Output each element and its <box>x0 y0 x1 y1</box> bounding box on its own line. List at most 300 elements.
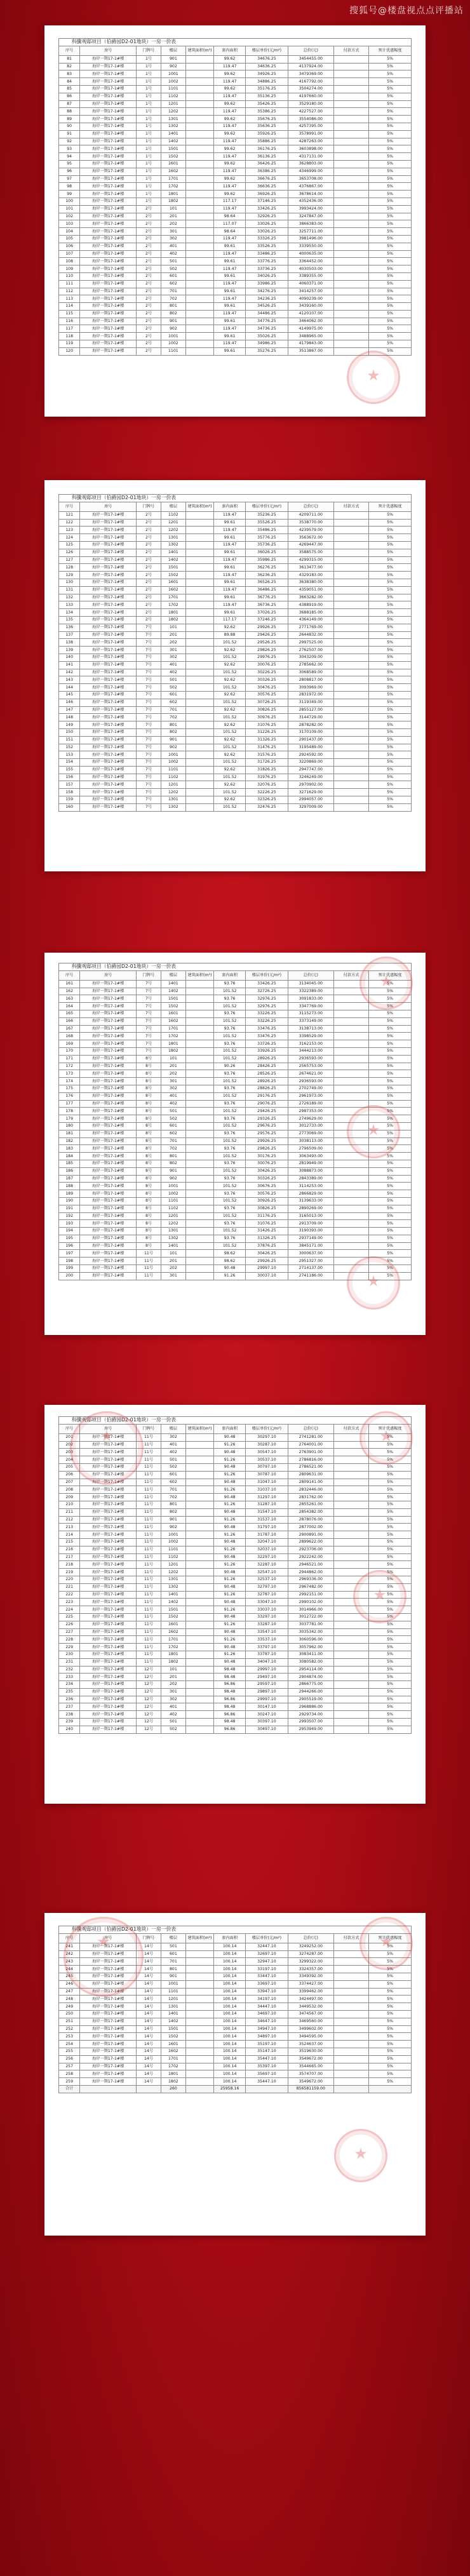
table-cell: 90.48 <box>214 1524 246 1531</box>
table-cell <box>333 1463 369 1471</box>
table-cell: 3195489.00 <box>288 744 333 751</box>
table-cell: 4359051.00 <box>288 586 333 594</box>
table-cell: 144 <box>59 684 80 692</box>
table-cell: 7号 <box>137 803 161 811</box>
table-cell: 100.14 <box>214 2003 246 2011</box>
table-cell: 3165013.00 <box>288 1212 333 1220</box>
table-cell: 海岸一期17-1#楼 <box>80 647 137 654</box>
table-cell: 249 <box>59 2003 80 2011</box>
table-cell: 3115273.00 <box>288 1010 333 1017</box>
table-cell: 14号 <box>137 1950 161 1958</box>
table-cell: 海岸一期17-1#楼 <box>80 564 137 572</box>
table-cell: 502 <box>161 684 185 692</box>
table-cell: 1401 <box>161 980 185 988</box>
table-cell: 119.47 <box>214 586 246 594</box>
table-cell <box>185 1205 213 1212</box>
table-cell: 2771769.00 <box>288 624 333 631</box>
table-cell: 226 <box>59 1621 80 1628</box>
table-row <box>59 1471 412 1479</box>
table-cell: 29526.25 <box>246 639 288 647</box>
table-cell: 101.52 <box>214 1197 246 1205</box>
table-cell: 502 <box>161 1463 185 1471</box>
table-cell: 1001 <box>161 1980 185 1988</box>
table-cell: 202 <box>59 1441 80 1449</box>
table-cell <box>185 1190 213 1198</box>
table-cell <box>333 1538 369 1546</box>
table-cell: 1号 <box>137 130 161 138</box>
table-cell: 12号 <box>137 1696 161 1703</box>
table-cell: 海岸一期17-1#楼 <box>80 1501 137 1508</box>
table-cell <box>185 616 213 624</box>
table-cell: 29997.10 <box>246 1666 288 1674</box>
table-cell: 239 <box>59 1719 80 1726</box>
table-title-row <box>59 1926 412 1934</box>
table-cell <box>185 1711 213 1719</box>
table-cell: 119.47 <box>214 527 246 534</box>
table-row <box>59 1599 412 1606</box>
table-cell: 1001 <box>161 333 185 340</box>
table-cell: 1002 <box>161 1190 185 1198</box>
table-cell <box>185 624 213 631</box>
table-cell: 1801 <box>161 609 185 617</box>
table-cell: 801 <box>161 1153 185 1160</box>
table-cell: 海岸一期17-1#楼 <box>80 1726 137 1733</box>
table-cell: 3000637.00 <box>288 1250 333 1258</box>
table-cell: 1301 <box>161 1228 185 1235</box>
table-cell: 201 <box>161 213 185 220</box>
table-cell: 203 <box>59 1449 80 1456</box>
column-header: 总价(元) <box>288 1933 333 1943</box>
table-row <box>59 1070 412 1078</box>
table-cell: 110 <box>59 272 80 280</box>
table-cell: 5% <box>369 108 412 116</box>
table-cell: 31176.25 <box>246 1212 288 1220</box>
table-cell: 2961973.00 <box>288 1092 333 1100</box>
table-cell: 5% <box>369 1130 412 1137</box>
table-row <box>59 1190 412 1198</box>
table-cell: 11号 <box>137 1258 161 1265</box>
table-row <box>59 803 412 811</box>
table-cell <box>185 541 213 549</box>
table-cell: 11号 <box>137 1628 161 1636</box>
table-cell: 5% <box>369 2025 412 2033</box>
table-cell: 30787.10 <box>246 1471 288 1479</box>
table-cell <box>333 138 369 145</box>
table-cell: 101.52 <box>214 1212 246 1220</box>
table-cell: 海岸一期17-1#楼 <box>80 2010 137 2018</box>
table-cell: 29976.25 <box>246 654 288 661</box>
table-cell: 33226.25 <box>246 1017 288 1025</box>
table-cell: 119.47 <box>214 108 246 116</box>
table-cell: 海岸一期17-1#楼 <box>80 1479 137 1486</box>
table-cell: 167 <box>59 1025 80 1033</box>
table-cell <box>333 2063 369 2070</box>
table-cell: 153 <box>59 751 80 759</box>
column-header: 付款方式 <box>333 502 369 511</box>
table-cell: 2878076.00 <box>288 1516 333 1524</box>
table-cell: 125 <box>59 541 80 549</box>
column-header: 房号 <box>80 502 137 511</box>
table-cell <box>185 796 213 804</box>
table-cell: 11号 <box>137 1583 161 1591</box>
table-cell: 海岸一期17-1#楼 <box>80 123 137 130</box>
table-cell: 5% <box>369 93 412 100</box>
table-title-row <box>59 495 412 502</box>
table-cell: 5% <box>369 549 412 556</box>
table-cell: 5% <box>369 2048 412 2055</box>
column-header: 建筑面积(m²) <box>185 502 213 511</box>
table-cell: 1101 <box>161 766 185 774</box>
table-cell <box>333 228 369 236</box>
table-row <box>59 759 412 767</box>
table-cell <box>333 1250 369 1258</box>
column-header: 预计优惠幅度 <box>369 1933 412 1943</box>
table-cell: 102 <box>59 213 80 220</box>
table-cell: 3474567.00 <box>288 2010 333 2018</box>
table-row <box>59 527 412 534</box>
table-cell <box>185 1703 213 1711</box>
table-cell <box>185 586 213 594</box>
table-cell: 3249252.00 <box>288 1943 333 1950</box>
table-cell: 401 <box>161 1441 185 1449</box>
table-cell <box>185 1538 213 1546</box>
table-cell <box>185 751 213 759</box>
table-cell: 5% <box>369 1197 412 1205</box>
table-cell: 2号 <box>137 258 161 265</box>
table-row <box>59 1122 412 1130</box>
column-header: 楼层 <box>161 502 185 511</box>
table-row <box>59 594 412 601</box>
table-cell: 5% <box>369 1449 412 1456</box>
table-cell: 213 <box>59 1524 80 1531</box>
table-cell: 7号 <box>137 1033 161 1040</box>
table-cell: 93.76 <box>214 1205 246 1212</box>
table-row <box>59 1980 412 1988</box>
table-cell: 35426.25 <box>246 100 288 108</box>
table-row <box>59 265 412 273</box>
table-cell: 91.26 <box>214 1546 246 1553</box>
table-cell: 100.14 <box>214 1988 246 1996</box>
table-cell: 188 <box>59 1183 80 1190</box>
table-cell: 33226.25 <box>246 1010 288 1017</box>
table-cell: 海岸一期17-1#楼 <box>80 1546 137 1553</box>
table-cell: 海岸一期17-1#楼 <box>80 1242 137 1250</box>
table-cell <box>333 661 369 669</box>
table-cell: 8号 <box>137 1242 161 1250</box>
table-cell <box>333 1479 369 1486</box>
table-cell: 海岸一期17-1#楼 <box>80 796 137 804</box>
table-cell: 2855127.00 <box>288 706 333 714</box>
table-cell: 34447.10 <box>246 2003 288 2011</box>
table-cell: 7号 <box>137 699 161 706</box>
table-cell: 5% <box>369 1085 412 1092</box>
table-cell: 902 <box>161 1524 185 1531</box>
table-cell: 海岸一期17-1#楼 <box>80 1115 137 1123</box>
table-cell: 201 <box>161 1063 185 1070</box>
table-cell: 5% <box>369 1220 412 1228</box>
table-row <box>59 2003 412 2011</box>
table-cell: 14号 <box>137 1996 161 2003</box>
table-cell: 7号 <box>137 639 161 647</box>
table-cell: 3083411.00 <box>288 1651 333 1658</box>
table-cell: 31287.10 <box>246 1501 288 1508</box>
table-row <box>59 1115 412 1123</box>
table-cell: 5% <box>369 1242 412 1250</box>
table-cell: 34636.25 <box>246 63 288 70</box>
table-cell: 3653708.00 <box>288 175 333 183</box>
table-cell: 5% <box>369 609 412 617</box>
table-cell <box>333 258 369 265</box>
table-cell: 1801 <box>161 1040 185 1048</box>
table-cell: 海岸一期17-1#楼 <box>80 1621 137 1628</box>
column-header: 门牌号 <box>137 1933 161 1943</box>
table-cell: 93.76 <box>214 995 246 1003</box>
table-cell <box>333 1591 369 1599</box>
table-cell: 7号 <box>137 1047 161 1055</box>
table-cell: 3162153.00 <box>288 1040 333 1048</box>
table-cell: 33947.10 <box>246 1988 288 1996</box>
table-cell: 119.47 <box>214 541 246 549</box>
table-cell: 5% <box>369 796 412 804</box>
table-cell <box>333 609 369 617</box>
table-cell: 2702749.00 <box>288 1085 333 1092</box>
table-cell: 5% <box>369 160 412 168</box>
table-cell: 29326.25 <box>246 1115 288 1123</box>
table-cell <box>333 1010 369 1017</box>
table-cell: 5% <box>369 1055 412 1063</box>
table-row <box>59 1553 412 1561</box>
table-cell: 1号 <box>137 198 161 205</box>
table-cell: 海岸一期17-1#楼 <box>80 1063 137 1070</box>
table-cell: 1501 <box>161 995 185 1003</box>
table-cell: 1301 <box>161 1576 185 1583</box>
table-cell <box>333 1063 369 1070</box>
table-cell: 海岸一期17-1#楼 <box>80 1719 137 1726</box>
table-cell: 5% <box>369 333 412 340</box>
table-cell: 5% <box>369 198 412 205</box>
table-cell <box>333 1508 369 1516</box>
table-cell: 12号 <box>137 1719 161 1726</box>
column-header: 付款方式 <box>333 970 369 980</box>
table-cell: 3091833.00 <box>288 995 333 1003</box>
table-cell: 151 <box>59 736 80 744</box>
table-cell: 海岸一期17-1#楼 <box>80 100 137 108</box>
table-cell: 14号 <box>137 2055 161 2063</box>
table-cell: 100.14 <box>214 2070 246 2078</box>
table-cell: 81 <box>59 55 80 63</box>
table-cell: 1202 <box>161 1220 185 1228</box>
table-cell: 164 <box>59 1003 80 1010</box>
table-cell: 4209711.00 <box>288 511 333 519</box>
table-cell: 5% <box>369 1943 412 1950</box>
table-cell: 34697.10 <box>246 2010 288 2018</box>
table-cell <box>333 1719 369 1726</box>
table-cell: 5% <box>369 534 412 542</box>
table-cell <box>185 564 213 572</box>
table-cell: 5% <box>369 1100 412 1108</box>
table-cell: 2号 <box>137 564 161 572</box>
table-row <box>59 1100 412 1108</box>
table-cell: 201 <box>161 1258 185 1265</box>
table-cell: 133 <box>59 601 80 609</box>
table-cell: 4137924.00 <box>288 63 333 70</box>
table-row <box>59 2063 412 2070</box>
column-header: 总价(元) <box>288 502 333 511</box>
table-cell: 海岸一期17-1#楼 <box>80 145 137 153</box>
table-cell: 5% <box>369 205 412 213</box>
table-cell <box>333 564 369 572</box>
table-cell: 1201 <box>161 781 185 789</box>
table-cell: 11号 <box>137 1576 161 1583</box>
table-cell: 601 <box>161 272 185 280</box>
table-cell: 179 <box>59 1115 80 1123</box>
table-cell: 96.86 <box>214 1696 246 1703</box>
table-cell <box>333 1242 369 1250</box>
table-cell: 148 <box>59 714 80 721</box>
table-cell: 海岸一期17-1#楼 <box>80 205 137 213</box>
table-cell: 2808817.00 <box>288 676 333 684</box>
table-cell: 5% <box>369 243 412 250</box>
table-cell: 32226.25 <box>246 789 288 796</box>
table-cell: 5% <box>369 100 412 108</box>
table-cell: 119.47 <box>214 295 246 303</box>
table-cell <box>185 1950 213 1958</box>
table-cell: 2922242.00 <box>288 1553 333 1561</box>
table-cell: 海岸一期17-1#楼 <box>80 699 137 706</box>
table-cell: 33537.10 <box>246 1636 288 1644</box>
table-cell: 1号 <box>137 63 161 70</box>
table-cell: 32926.25 <box>246 213 288 220</box>
table-cell: 海岸一期17-1#楼 <box>80 1160 137 1167</box>
column-header: 序号 <box>59 1424 80 1433</box>
table-cell: 132 <box>59 594 80 601</box>
table-cell: 7号 <box>137 736 161 744</box>
table-cell: 100.14 <box>214 1950 246 1958</box>
table-cell: 1号 <box>137 100 161 108</box>
table-cell: 2954114.00 <box>288 1666 333 1674</box>
table-cell: 35776.25 <box>246 534 288 542</box>
table-cell: 120 <box>59 347 80 355</box>
column-header: 序号 <box>59 502 80 511</box>
table-cell <box>333 1688 369 1696</box>
table-cell: 107 <box>59 250 80 258</box>
table-cell: 29926.25 <box>246 1137 288 1145</box>
table-cell: 海岸一期17-1#楼 <box>80 1576 137 1583</box>
table-cell: 101.52 <box>214 714 246 721</box>
table-cell: 34897.10 <box>246 2033 288 2041</box>
table-cell: 8号 <box>137 1130 161 1137</box>
table-cell: 100.14 <box>214 2055 246 2063</box>
column-header: 楼层单价(元/m²) <box>246 502 288 511</box>
table-cell: 2785662.00 <box>288 661 333 669</box>
table-cell <box>185 235 213 243</box>
table-cell: 115 <box>59 310 80 318</box>
table-cell: 14号 <box>137 2070 161 2078</box>
table-cell: 海岸一期17-1#楼 <box>80 1010 137 1017</box>
table-cell <box>185 706 213 714</box>
table-cell: 5% <box>369 1025 412 1033</box>
table-cell: 1702 <box>161 1033 185 1040</box>
table-row <box>59 2010 412 2018</box>
table-cell: 31826.25 <box>246 766 288 774</box>
table-cell <box>185 1606 213 1614</box>
table-cell: 3538770.00 <box>288 519 333 527</box>
table-row <box>59 310 412 318</box>
table-cell: 183 <box>59 1145 80 1153</box>
table-cell: 海岸一期17-1#楼 <box>80 1456 137 1464</box>
table-cell <box>185 1092 213 1100</box>
table-cell <box>333 1531 369 1539</box>
table-cell: 5% <box>369 1591 412 1599</box>
table-row <box>59 572 412 579</box>
table-cell <box>333 541 369 549</box>
table-cell <box>333 796 369 804</box>
table-cell: 海岸一期17-1#楼 <box>80 1606 137 1614</box>
table-cell: 101.52 <box>214 1108 246 1115</box>
table-cell: 5% <box>369 995 412 1003</box>
table-cell: 32047.10 <box>246 1538 288 1546</box>
table-cell: 3014966.00 <box>288 1606 333 1614</box>
table-cell: 海岸一期17-1#楼 <box>80 579 137 586</box>
table-cell: 1号 <box>137 138 161 145</box>
table-cell: 3374427.00 <box>288 1980 333 1988</box>
table-cell: 93.76 <box>214 1235 246 1242</box>
table-cell: 海岸一期17-1#楼 <box>80 258 137 265</box>
table-cell <box>333 1145 369 1153</box>
table-cell: 3524637.00 <box>288 2041 333 2048</box>
table-cell: 92.62 <box>214 661 246 669</box>
table-cell: 海岸一期17-1#楼 <box>80 1205 137 1212</box>
table-cell <box>185 736 213 744</box>
table-cell: 5% <box>369 676 412 684</box>
table-cell: 136 <box>59 624 80 631</box>
column-header: 套内面积 <box>214 46 246 55</box>
table-row <box>59 1636 412 1644</box>
table-cell: 180 <box>59 1122 80 1130</box>
table-cell: 32976.25 <box>246 1003 288 1010</box>
table-cell: 1402 <box>161 556 185 564</box>
table-cell <box>333 1494 369 1501</box>
table-cell: 7号 <box>137 988 161 995</box>
table-cell: 702 <box>161 1145 185 1153</box>
table-cell: 218 <box>59 1561 80 1569</box>
table-cell: 178 <box>59 1108 80 1115</box>
table-cell: 海岸一期17-1#楼 <box>80 1130 137 1137</box>
table-cell: 33776.25 <box>246 258 288 265</box>
table-row <box>59 980 412 988</box>
table-cell: 3220869.00 <box>288 759 333 767</box>
table-cell: 2924592.00 <box>288 751 333 759</box>
table-cell: 海岸一期17-1#楼 <box>80 2048 137 2055</box>
table-cell: 92.62 <box>214 624 246 631</box>
table-cell: 99.61 <box>214 594 246 601</box>
table-cell <box>185 699 213 706</box>
table-cell <box>185 213 213 220</box>
table-cell: 海岸一期17-1#楼 <box>80 1688 137 1696</box>
table-cell <box>185 1167 213 1175</box>
table-cell: 2号 <box>137 235 161 243</box>
table-row <box>59 100 412 108</box>
table-row <box>59 1486 412 1494</box>
table-cell: 1302 <box>161 123 185 130</box>
table-cell: 5% <box>369 1636 412 1644</box>
table-cell: 7号 <box>137 766 161 774</box>
table-cell: 14号 <box>137 2025 161 2033</box>
table-cell <box>185 1063 213 1070</box>
table-cell: 99.62 <box>214 100 246 108</box>
table-cell: 5% <box>369 1599 412 1606</box>
table-cell <box>185 1003 213 1010</box>
